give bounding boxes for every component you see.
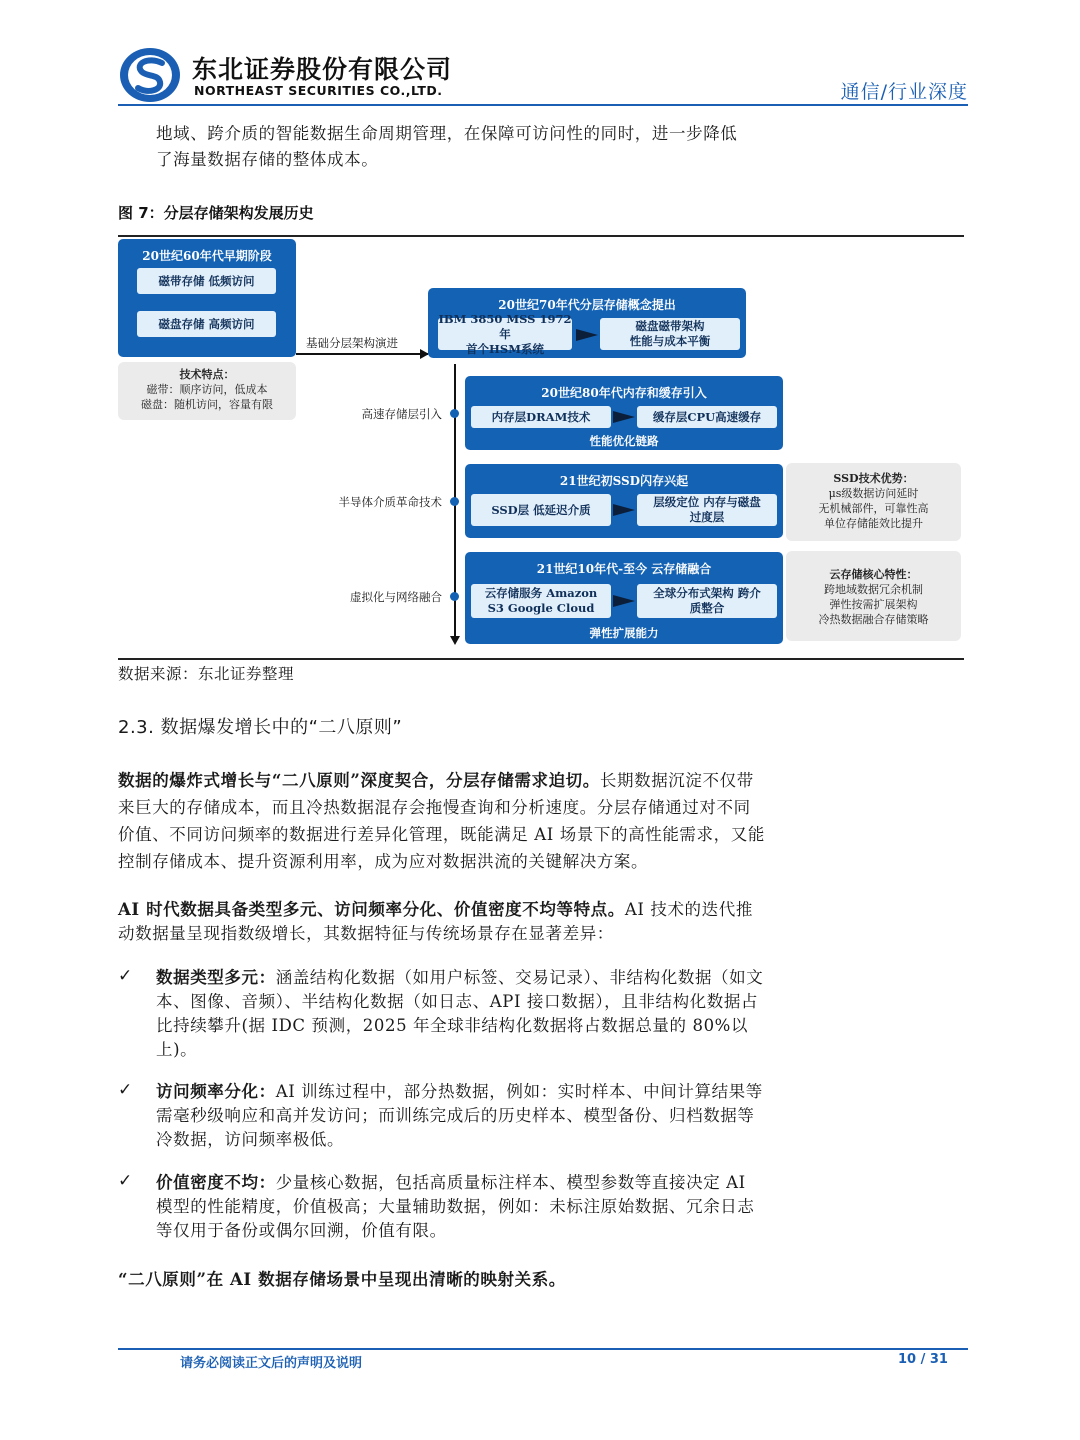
footer-divider: [118, 1348, 968, 1350]
check-icon: ✓: [118, 1080, 133, 1100]
paragraph-data-explosion: [118, 767, 766, 875]
era-2010s-caption: 弹性扩展能力: [589, 626, 659, 640]
report-category: 通信/行业深度: [840, 81, 968, 103]
ibm-hsm-item: [438, 311, 572, 356]
bullet-3-label: 价值密度不均：: [156, 1173, 276, 1192]
era-1970s-box: [428, 288, 746, 358]
disk-tape-line-2: 性能与成本平衡: [629, 334, 711, 348]
semiconductor-label: 半导体介质革命技术: [338, 495, 442, 509]
cpu-cache-item: 缓存层CPU高速缓存: [637, 406, 777, 428]
tech-features-tape: 磁带：顺序访问，低成本: [146, 383, 268, 396]
check-icon: ✓: [118, 1171, 133, 1191]
bullet-1-text: 涵盖结构化数据（如用户标签、交易记录）、非结构化数据（如文本、图像、音频）、半结构化数据（如日志、API 接口数据），且非结构化数据占比持续攀升(据 IDC 预测，2025 年全球非结构化数据将占数据总量的 80%以上)。: [156, 968, 764, 1059]
era-2010s-title: 21世纪10年代-至今 云存储融合: [536, 562, 712, 576]
page-number: 10 / 31: [898, 1352, 948, 1367]
virtualization-label: 虚拟化与网络融合: [350, 590, 442, 604]
era-2010s-arrow-icon: [613, 595, 635, 607]
header-divider: [118, 104, 968, 106]
bullet-value-density: [156, 1171, 766, 1243]
cloud-features-title: 云存储核心特性：: [829, 568, 918, 581]
footer-disclaimer: 请务必阅读正文后的声明及说明: [180, 1356, 363, 1371]
evolution-label: 基础分层架构演进: [306, 336, 398, 350]
ssd-advantage-2: 无机械部件，可靠性高: [818, 502, 929, 515]
era-1980s-arrow-icon: [613, 411, 635, 423]
cloud-service-item: [471, 584, 611, 618]
ssd-layer-item: SSD层 低延迟介质: [471, 494, 611, 526]
tech-features-title: 技术特点：: [179, 368, 235, 381]
distributed-line-1: 全球分布式架构 跨介: [653, 586, 761, 600]
company-logo-icon: [118, 46, 182, 104]
evolution-connector-line: [296, 353, 428, 355]
era-2000s-title: 21世纪初SSD闪存兴起: [559, 474, 689, 488]
cloud-service-line-1: 云存储服务 Amazon: [484, 586, 598, 600]
tape-storage-item: 磁带存储 低频访问: [137, 268, 276, 294]
tier-position-item: [637, 494, 777, 526]
ssd-advantages-note: [786, 463, 961, 541]
page-header: [0, 0, 1080, 110]
timeline-arrow-head-icon: [450, 636, 460, 645]
era-2000s-box: [465, 464, 783, 538]
bullet-3-text: 少量核心数据，包括高质量标注样本、模型参数等直接决定 AI 模型的性能精度，价值极高；大量辅助数据，例如：未标注原始数据、冗余日志等仅用于备份或偶尔回溯，价值有限。: [156, 1173, 755, 1240]
disk-storage-item: 磁盘存储 高频访问: [137, 311, 276, 337]
era-2010s-box: [465, 552, 783, 644]
ssd-advantages-title: SSD技术优势：: [833, 472, 914, 485]
timeline-dot-2000s: [450, 497, 459, 506]
disk-tape-line-1: 磁盘磁带架构: [635, 319, 705, 333]
cloud-features-note: [786, 551, 961, 641]
era-2000s-arrow-icon: [613, 504, 635, 516]
era-1970s-title: 20世纪70年代分层存储概念提出: [498, 298, 676, 312]
closing-statement: “二八原则”在 AI 数据存储场景中呈现出清晰的映射关系。: [118, 1270, 566, 1289]
intro-paragraph: [156, 121, 768, 173]
disk-tape-architecture-item: [600, 318, 740, 350]
company-name-en: NORTHEAST SECURITIES CO.,LTD.: [194, 83, 443, 98]
cloud-service-line-2: S3 Google Cloud: [487, 601, 595, 615]
tech-features-disk: 磁盘：随机访问，容量有限: [141, 398, 273, 411]
tier-position-line-1: 层级定位 内存与磁盘: [653, 495, 761, 509]
era-1960s-title: 20世纪60年代早期阶段: [142, 249, 272, 263]
intro-line-2: 了海量数据存储的整体成本。: [156, 150, 379, 169]
paragraph-ai-data-features: [118, 898, 766, 946]
timeline-dot-2010s: [450, 592, 459, 601]
tier-position-line-2: 过度层: [689, 510, 725, 524]
check-icon: ✓: [118, 966, 133, 986]
paragraph-1-body: 长期数据沉淀不仅带来巨大的存储成本，而且冷热数据混存会拖慢查询和分析速度。分层存储通过对不同价值、不同访问频率的数据进行差异化管理，既能满足 AI 场景下的高性能需求，又能控制存储成本、提升资源利用率，成为应对数据洪流的关键解决方案。: [118, 771, 765, 871]
figure-bottom-rule: [118, 658, 964, 660]
paragraph-2-lead: AI 时代数据具备类型多元、访问频率分化、价值密度不均等特点。: [118, 900, 625, 919]
era-1980s-title: 20世纪80年代内存和缓存引入: [541, 386, 707, 400]
distributed-architecture-item: [637, 584, 777, 618]
era-1980s-caption: 性能优化链路: [589, 434, 659, 448]
paragraph-1-lead: 数据的爆炸式增长与“二八原则”深度契合，分层存储需求迫切。: [118, 771, 600, 790]
era-1980s-box: [465, 376, 783, 450]
bullet-2-text: AI 训练过程中，部分热数据，例如：实时样本、中间计算结果等需毫秒级响应和高并发访问；而训练完成后的历史样本、模型备份、归档数据等冷数据，访问频率极低。: [156, 1082, 763, 1149]
ssd-advantage-1: μs级数据访问延时: [828, 487, 919, 500]
bullet-2-label: 访问频率分化：: [156, 1082, 276, 1101]
dram-item: 内存层DRAM技术: [471, 406, 611, 428]
timeline-dot-1980s: [450, 409, 459, 418]
high-speed-layer-label: 高速存储层引入: [361, 407, 442, 421]
section-title: 2.3. 数据爆发增长中的“二八原则”: [118, 717, 403, 738]
ibm-hsm-line-1: IBM 3850 MSS 1972年: [438, 311, 572, 341]
era-1960s-box: [118, 239, 296, 357]
distributed-line-2: 质整合: [689, 601, 725, 615]
ibm-hsm-line-2: 首个HSM系统: [466, 341, 544, 356]
era-1970s-arrow-icon: [576, 329, 598, 341]
bullet-access-frequency: [156, 1080, 766, 1152]
cloud-feature-1: 跨地域数据冗余机制: [824, 583, 923, 596]
era-1960s-note: [118, 362, 296, 420]
figure-title: 图 7：分层存储架构发展历史: [118, 204, 314, 222]
figure-top-rule: [118, 235, 964, 237]
bullet-data-types: [156, 966, 766, 1062]
intro-line-1: 地域、跨介质的智能数据生命周期管理，在保障可访问性的同时，进一步降低: [156, 124, 738, 143]
company-name-cn: 东北证券股份有限公司: [192, 55, 453, 84]
cloud-feature-2: 弹性按需扩展架构: [829, 598, 918, 611]
bullet-1-label: 数据类型多元：: [156, 968, 276, 987]
paragraph-2-body: AI 技术的迭代推动数据量呈现指数级增长，其数据特征与传统场景存在显著差异：: [118, 900, 753, 943]
cloud-feature-3: 冷热数据融合存储策略: [818, 613, 929, 626]
ssd-advantage-3: 单位存储能效比提升: [824, 517, 923, 530]
figure-source: 数据来源：东北证券整理: [118, 665, 295, 683]
